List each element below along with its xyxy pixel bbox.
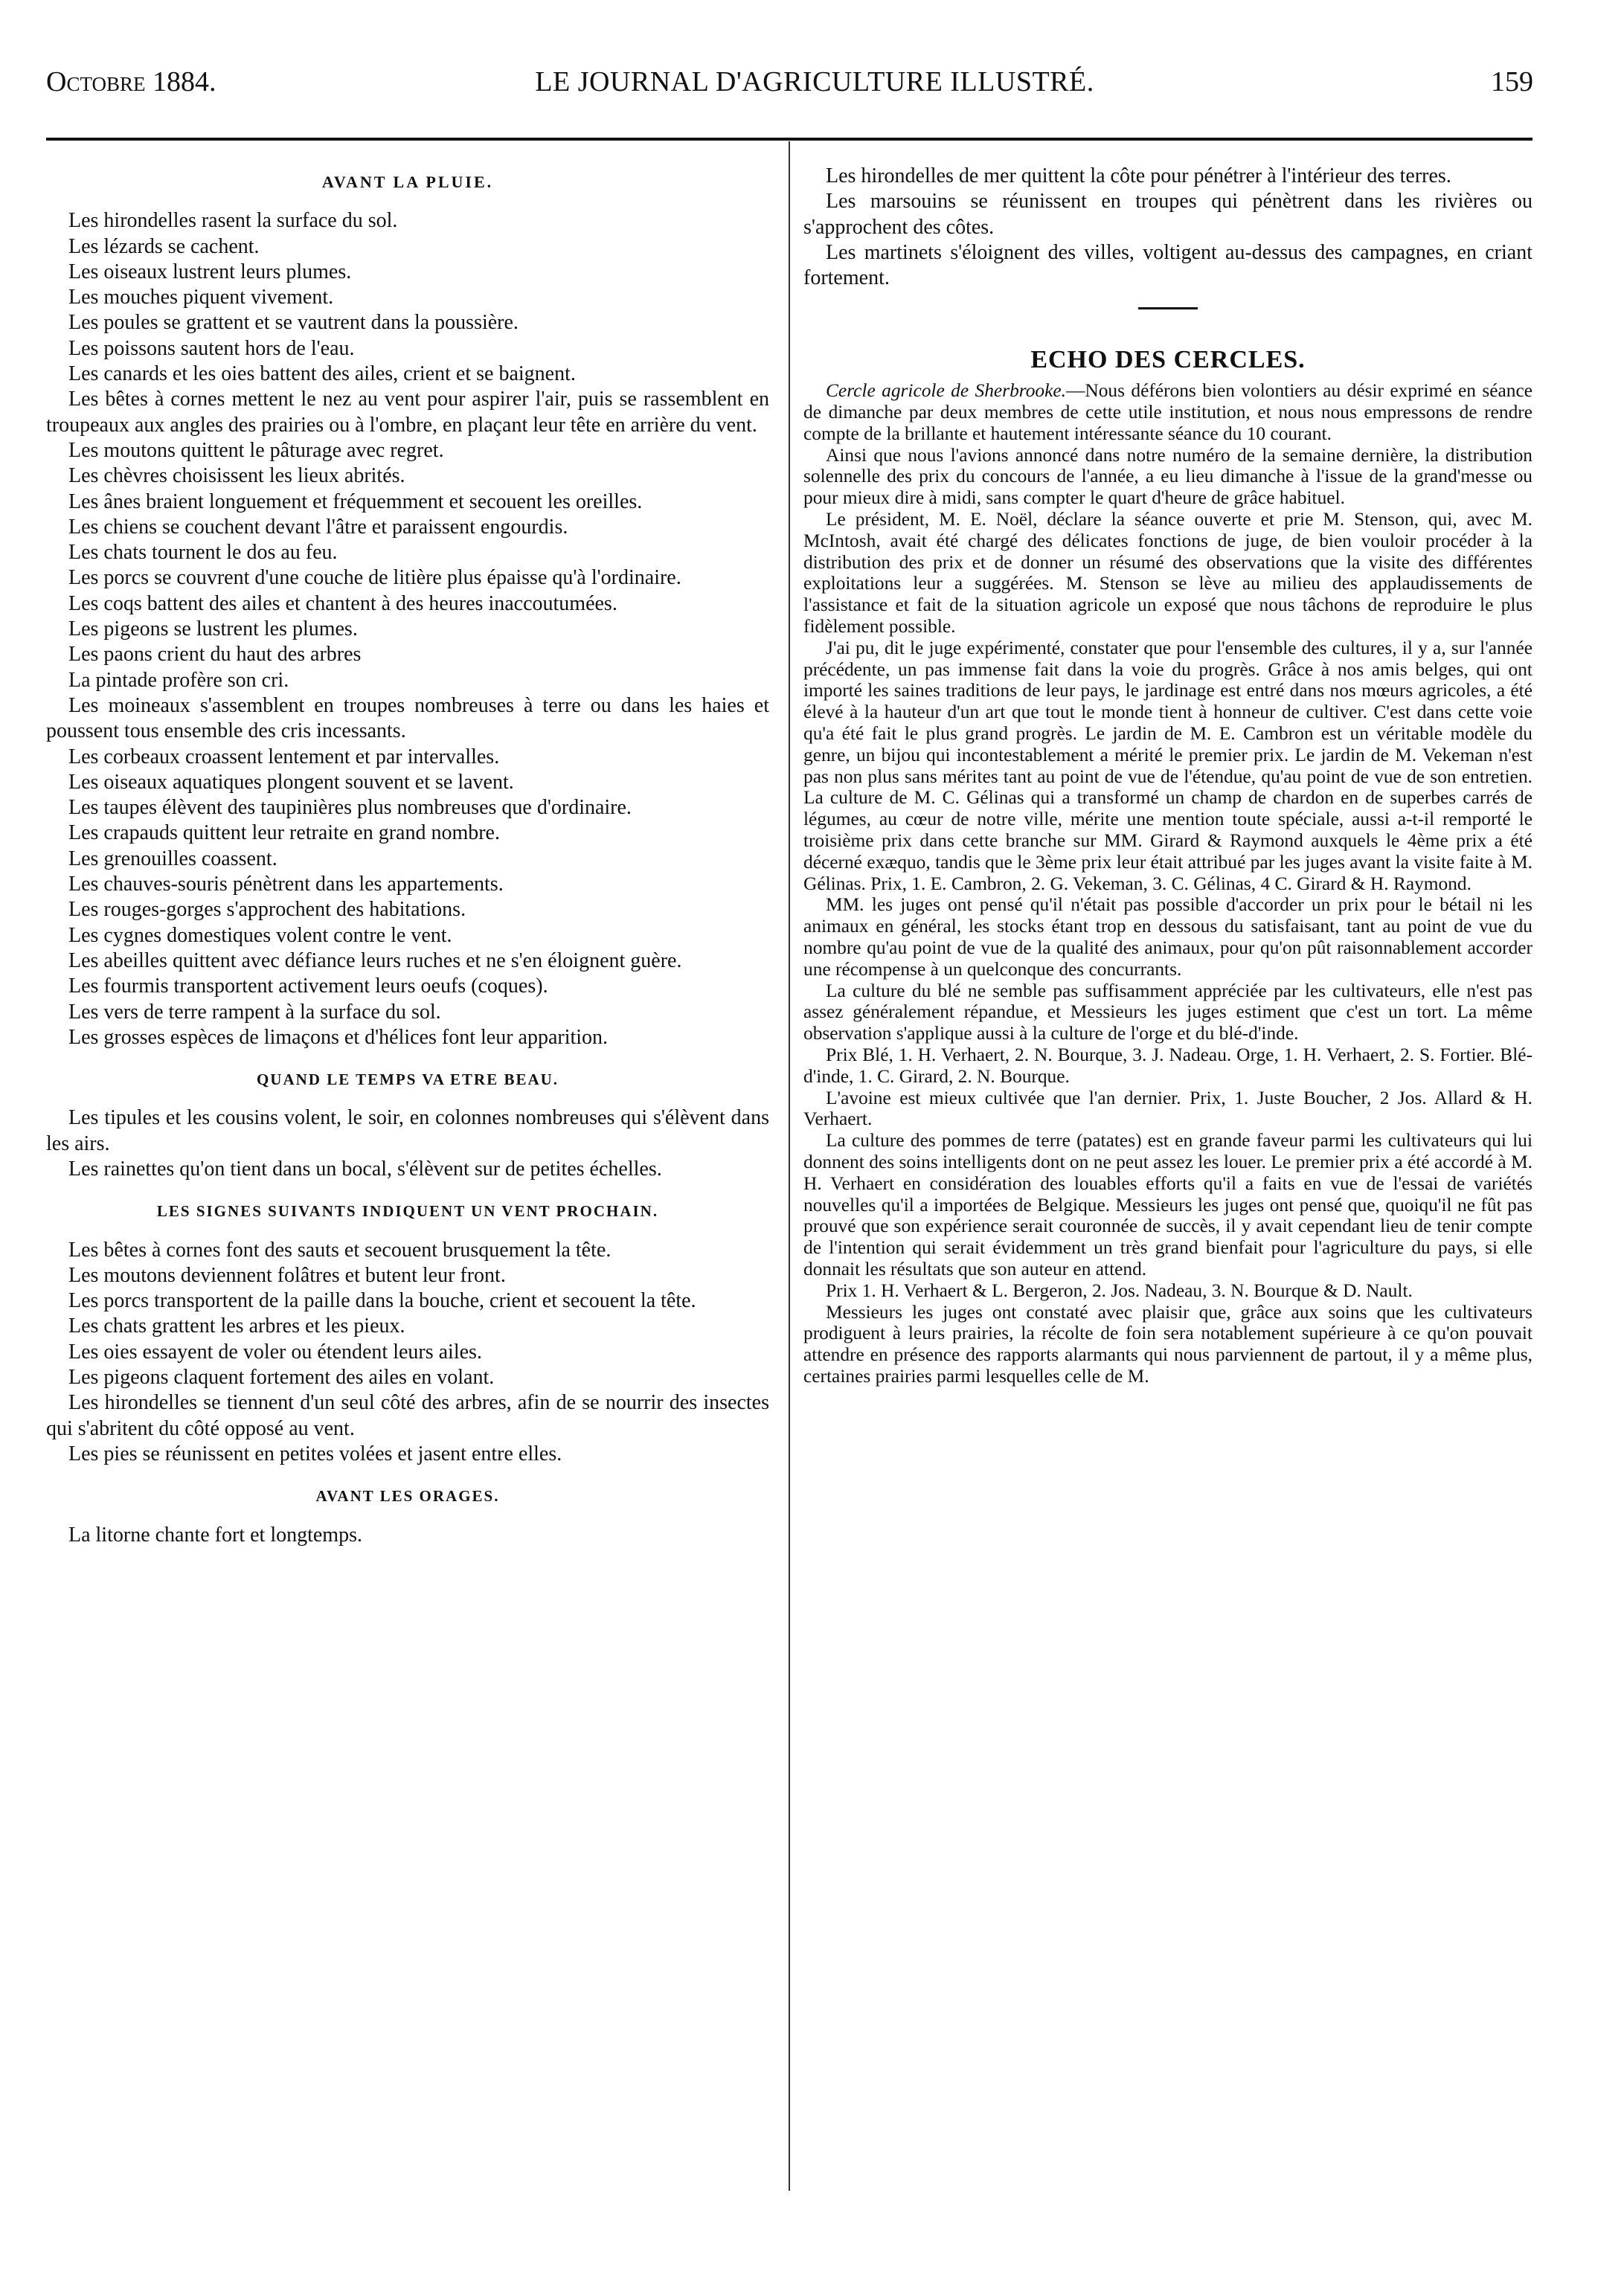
list-item: Les marsouins se réunissent en troupes qui pénètrent dans les rivières ou s'approchent des côtes. bbox=[803, 190, 1532, 239]
section-separator bbox=[1138, 307, 1198, 309]
list-item: La pintade profère son cri. bbox=[68, 668, 289, 692]
section-title-temps-beau: QUAND LE TEMPS VA ETRE BEAU. bbox=[256, 1070, 559, 1089]
column-divider bbox=[789, 141, 790, 2191]
list-vent-prochain bbox=[46, 1238, 769, 1468]
list-item: Les canards et les oies battent des ailes, crient et se baignent. bbox=[68, 362, 576, 386]
list-avant-les-orages bbox=[46, 1523, 769, 1548]
header-journal-title: LE JOURNAL D'AGRICULTURE ILLUSTRÉ. bbox=[535, 66, 1094, 97]
article-paragraph: J'ai pu, dit le juge expérimenté, constater que pour l'ensemble des cultures, il y a, sur l'année précédente, un pas immense fait dans la voie du progrès. Grâce à nos amis belges, qui ont importé les saines traditions de leur pays, le jardinage est entré dans nos mœurs agricoles, a été élevé à la hauteur d'un art que tout le monde tient à honneur de cultiver. C'est dans cette voie qu'a été fait le plus grand progrès. Le jardin de M. E. Cambron est un véritable modèle du genre, un bijou qui incontestablement a mérité le premier prix. Le jardin de M. Vekeman n'est pas non plus sans mérites tant au point de vue de l'étendue, qu'au point de vue de son entretien. La culture de M. C. Gélinas qui a transformé un champ de chardon en de superbes carrés de légumes, au cœur de notre ville, mérite une mention toute spéciale, aussi a-t-il remporté le troisième prix dans cette branche sur MM. Girard & Raymond auxquels le 4ème prix a été décerné exæquo, tandis que le 3ème prix leur était attribué par les juges avant la visite faite à M. Gélinas. Prix, 1. E. Cambron, 2. G. Vekeman, 3. C. Gélinas, 4 C. Girard & H. Raymond. bbox=[803, 637, 1532, 894]
article-paragraph: MM. les juges ont pensé qu'il n'était pas possible d'accorder un prix pour le bétail ni les animaux en général, les stocks étant trop en dessous du satisfaisant, tant au point de vue du nombre qu'au point de vue de la qualité des animaux, pour qu'on pût raisonnablement accorder une récompense à un quelconque des concurrants. bbox=[803, 894, 1532, 980]
list-item: Les bêtes à cornes font des sauts et secouent brusquement la tête. bbox=[68, 1238, 612, 1262]
list-item: Les taupes élèvent des taupinières plus nombreuses que d'ordinaire. bbox=[68, 796, 632, 820]
list-item: Les poissons sautent hors de l'eau. bbox=[68, 336, 355, 360]
article-paragraph: Ainsi que nous l'avions annoncé dans notre numéro de la semaine dernière, la distribution solennelle des prix du concours de l'année, a eu lieu dimanche à l'issue de la grand'messe ou pour mieux dire à midi, sans compter le quart d'heure de grâce habituel. bbox=[803, 444, 1532, 509]
list-item: Les moutons quittent le pâturage avec regret. bbox=[68, 438, 444, 462]
list-item: Les moineaux s'assemblent en troupes nombreuses à terre ou dans les haies et poussent tous ensemble des cris incessants. bbox=[46, 693, 769, 743]
article-paragraph: L'avoine est mieux cultivée que l'an dernier. Prix, 1. Juste Boucher, 2 Jos. Allard & H. Verhaert. bbox=[803, 1087, 1532, 1130]
article-paragraph bbox=[803, 380, 1532, 444]
list-item: Les oiseaux lustrent leurs plumes. bbox=[68, 260, 352, 283]
list-item: Les crapauds quittent leur retraite en grand nombre. bbox=[68, 821, 500, 845]
article-paragraph: Le président, M. E. Noël, déclare la séance ouverte et prie M. Stenson, qui, avec M. McIntosh, avait été chargé des délicates fonctions de juge, de bien vouloir procéder à la distribution des prix et de donner un résumé des observations que la visite des différentes exploitations leur a suggérées. M. Stenson se lève au milieu des applaudissements de l'assistance et fait de la situation agricole un exposé que nous tâchons de reproduire le plus fidèlement possible. bbox=[803, 509, 1532, 638]
section-title-vent-prochain: LES SIGNES SUIVANTS INDIQUENT UN VENT PROCHAIN. bbox=[156, 1202, 659, 1221]
list-item: Les moutons deviennent folâtres et butent leur front. bbox=[68, 1263, 506, 1287]
header-rule bbox=[46, 138, 1532, 141]
list-avant-la-pluie bbox=[46, 208, 769, 1050]
list-item: Les chats tournent le dos au feu. bbox=[68, 541, 338, 565]
list-item: Les bêtes à cornes mettent le nez au vent pour aspirer l'air, puis se rassemblent en troupeaux aux angles des prairies ou à l'ombre, en plaçant leur tête en arrière du vent. bbox=[46, 388, 769, 437]
left-column bbox=[46, 164, 769, 1548]
header-page-number: 159 bbox=[1491, 66, 1533, 97]
list-item: Les porcs se couvrent d'une couche de litière plus épaisse qu'à l'ordinaire. bbox=[68, 566, 681, 590]
list-item: Les chauves-souris pénètrent dans les appartements. bbox=[68, 873, 504, 896]
section-title-avant-la-pluie: AVANT LA PLUIE. bbox=[321, 173, 494, 191]
list-item: Les oies essayent de voler ou étendent leurs ailes. bbox=[68, 1340, 482, 1364]
list-item: Les lézards se cachent. bbox=[68, 234, 260, 258]
list-item: Les pigeons se lustrent les plumes. bbox=[68, 617, 358, 641]
list-temps-beau bbox=[46, 1105, 769, 1182]
list-item: Les rainettes qu'on tient dans un bocal, s'élèvent sur de petites échelles. bbox=[68, 1157, 662, 1181]
article-paragraph: Prix Blé, 1. H. Verhaert, 2. N. Bourque, 3. J. Nadeau. Orge, 1. H. Verhaert, 2. S. Fortier. Blé-d'inde, 1. C. Girard, 2. N. Bourque. bbox=[803, 1044, 1532, 1087]
list-item: Les chiens se couchent devant l'âtre et paraissent engourdis. bbox=[68, 515, 568, 539]
list-item: Les corbeaux croassent lentement et par intervalles. bbox=[68, 745, 500, 768]
cercle-name: Cercle agricole de Sherbrooke. bbox=[826, 380, 1066, 402]
list-item: Les vers de terre rampent à la surface du sol. bbox=[68, 1000, 441, 1024]
list-item: Les rouges-gorges s'approchent des habitations. bbox=[68, 898, 466, 922]
list-item: Les hirondelles rasent la surface du sol. bbox=[68, 209, 398, 233]
section-title-echo-des-cercles: ECHO DES CERCLES. bbox=[1030, 346, 1306, 374]
list-item: Les pies se réunissent en petites volées et jasent entre elles. bbox=[68, 1442, 562, 1465]
list-item: Les fourmis transportent activement leurs oeufs (coques). bbox=[68, 975, 548, 998]
list-item: Les oiseaux aquatiques plongent souvent et se lavent. bbox=[68, 770, 514, 794]
list-item: Les hirondelles se tiennent d'un seul côté des arbres, afin de se nourrir des insectes qui s'abritent du côté opposé au vent. bbox=[46, 1391, 769, 1440]
list-item: Les grenouilles coassent. bbox=[68, 847, 277, 870]
list-item: Les chats grattent les arbres et les pieux. bbox=[68, 1314, 405, 1338]
list-item: Les grosses espèces de limaçons et d'hélices font leur apparition. bbox=[68, 1025, 609, 1049]
list-item: Les mouches piquent vivement. bbox=[68, 286, 334, 309]
list-item: Les tipules et les cousins volent, le soir, en colonnes nombreuses qui s'élèvent dans les airs. bbox=[46, 1106, 769, 1155]
section-title-avant-les-orages: AVANT LES ORAGES. bbox=[315, 1487, 500, 1506]
list-item: Les coqs battent des ailes et chantent à des heures inaccoutumées. bbox=[68, 591, 617, 615]
list-continuation bbox=[803, 164, 1532, 291]
article-paragraph: Prix 1. H. Verhaert & L. Bergeron, 2. Jos. Nadeau, 3. N. Bourque & D. Nault. bbox=[826, 1280, 1413, 1301]
list-item: La litorne chante fort et longtemps. bbox=[68, 1523, 362, 1547]
list-item: Les cygnes domestiques volent contre le vent. bbox=[68, 923, 452, 947]
list-item: Les chèvres choisissent les lieux abrités. bbox=[68, 464, 405, 488]
paragraph-text: —Nous déférons bien volontiers au désir exprimé en séance de dimanche par deux membres de cette utile institution, et nous nous empressons de rendre compte de la brillante et hautement intéressante séance du 10 courant. bbox=[803, 380, 1533, 444]
article-paragraph: La culture du blé ne semble pas suffisamment appréciée par les cultivateurs, elle n'est pas assez généralement répandue, et Messieurs les juges estiment que c'est un tort. La même observation s'applique aussi à la culture de l'orge et du blé-d'inde. bbox=[803, 980, 1532, 1044]
list-item: Les pigeons claquent fortement des ailes en volant. bbox=[68, 1366, 495, 1390]
list-item: Les hirondelles de mer quittent la côte pour pénétrer à l'intérieur des terres. bbox=[826, 164, 1451, 187]
list-item: Les porcs transportent de la paille dans la bouche, crient et secouent la tête. bbox=[68, 1289, 696, 1313]
list-item: Les paons crient du haut des arbres bbox=[68, 643, 362, 667]
article-paragraph: Messieurs les juges ont constaté avec plaisir que, grâce aux soins que les cultivateurs prodiguent à leurs prairies, la récolte de foin sera notablement supérieure à ce qu'on pouvait attendre en présence des rapports alarmants qui nous parviennent de partout, il y a même plus, certaines prairies parmi lesquelles celle de M. bbox=[803, 1301, 1532, 1387]
list-item: Les martinets s'éloignent des villes, voltigent au-dessus des campagnes, en criant fortement. bbox=[803, 240, 1532, 290]
list-item: Les abeilles quittent avec défiance leurs ruches et ne s'en éloignent guère. bbox=[68, 948, 682, 972]
right-column bbox=[803, 164, 1532, 1387]
article-paragraph: La culture des pommes de terre (patates) est en grande faveur parmi les cultivateurs qui lui donnent des soins intelligents dont on ne peut assez les louer. Le premier prix a été accordé à M. H. Verhaert en considération des louables efforts qu'il a faits en vue de l'essai de variétés nouvelles qu'il a importées de Belgique. Messieurs les juges ont pensé que, quoiqu'il ne fût pas prouvé que son expérience serait couronnée de succès, il y avait cependant lieu de tenir compte de l'intention qui serait évidemment un très grand bienfait pour l'agriculture du pays, si elle donnait les résultats que son auteur en attend. bbox=[803, 1130, 1532, 1280]
header-date: Octobre 1884. bbox=[46, 66, 216, 97]
list-item: Les poules se grattent et se vautrent dans la poussière. bbox=[68, 311, 519, 335]
list-item: Les ânes braient longuement et fréquemment et secouent les oreilles. bbox=[68, 489, 643, 513]
